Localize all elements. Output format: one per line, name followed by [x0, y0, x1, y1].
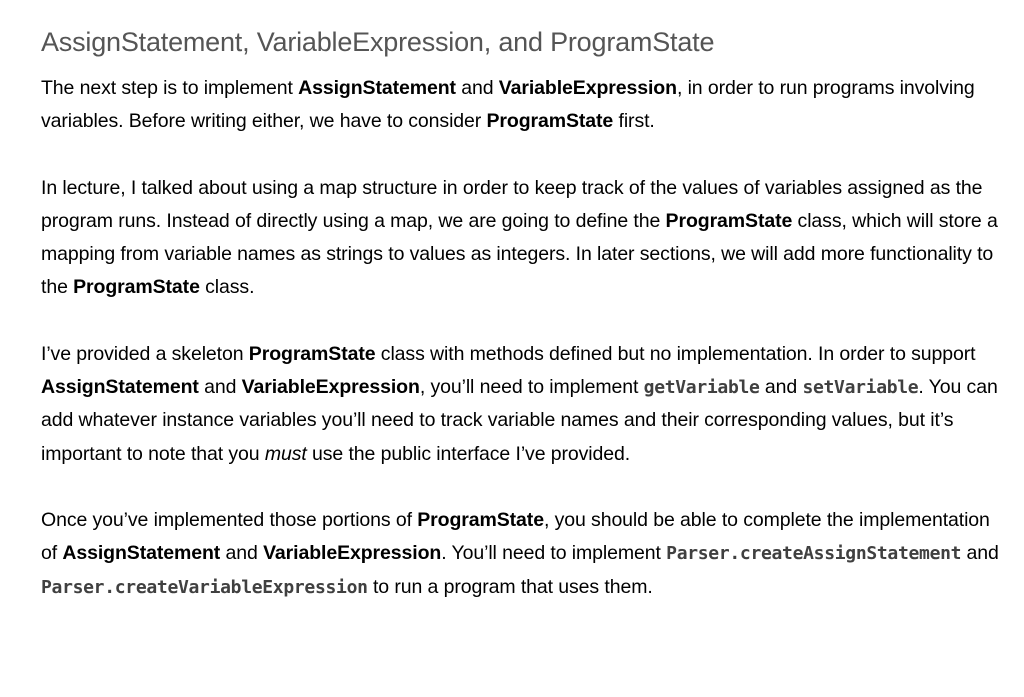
bold-term: ProgramState — [417, 508, 544, 531]
text-run: and — [455, 77, 499, 99]
bold-term: AssignStatement — [41, 376, 199, 399]
text-run: use the public interface I’ve provided. — [306, 442, 631, 465]
section-heading: AssignStatement, VariableExpression, and ProgramState — [41, 27, 715, 57]
code-term: Parser.createVariableExpression — [41, 576, 368, 598]
code-term: Parser.createAssignStatement — [666, 543, 962, 565]
text-run: The next step is to implement — [41, 77, 299, 99]
text-run: and — [198, 376, 242, 399]
bold-term: VariableExpression — [241, 376, 420, 399]
paragraph-skeleton — [41, 338, 1001, 471]
italic-term: must — [264, 442, 307, 465]
text-run: Once you’ve implemented those portions of — [41, 508, 418, 531]
text-run: first. — [613, 110, 655, 133]
text-run: . You can add whatever instance variables you’ll need to track variable names and their corresponding values, but it’s important to note that you — [41, 376, 998, 465]
text-run: and — [961, 542, 999, 565]
text-run: class, which will store a mapping from variable names as strings to values as integers. In later sections, we will add more functionality to the — [41, 209, 998, 299]
text-run: to run a program that uses them. — [367, 575, 653, 598]
document-body — [41, 24, 1001, 637]
text-run: class. — [199, 276, 255, 299]
text-run: and — [220, 542, 264, 565]
paragraph-lecture — [41, 172, 1001, 305]
bold-term: VariableExpression — [498, 77, 677, 99]
paragraph-implementation — [41, 504, 1001, 604]
code-term: getVariable — [643, 377, 760, 399]
bold-term: AssignStatement — [298, 77, 456, 99]
text-run: , you’ll need to implement — [419, 376, 644, 399]
text-run: I’ve provided a skeleton — [41, 342, 249, 365]
text-run: , in order to run programs involving variables. Before writing either, we have to consider — [41, 77, 975, 133]
bold-term: ProgramState — [486, 110, 614, 133]
code-term: setVariable — [802, 377, 919, 399]
text-run: class with methods defined but no implementation. In order to support — [375, 342, 976, 365]
text-run: . You’ll need to implement — [441, 542, 667, 565]
bold-term: ProgramState — [665, 209, 793, 232]
bold-term: AssignStatement — [62, 542, 221, 565]
bold-term: ProgramState — [248, 342, 376, 365]
bold-term: VariableExpression — [263, 542, 442, 565]
text-run: In lecture, I talked about using a map structure in order to keep track of the values of variables assigned as the program runs. Instead of directly using a map, we are going to define the — [41, 176, 983, 232]
text-run: and — [759, 376, 803, 399]
bold-term: ProgramState — [73, 276, 200, 299]
paragraph-intro — [41, 72, 1001, 139]
text-run: , you should be able to complete the implementation of — [41, 508, 990, 565]
